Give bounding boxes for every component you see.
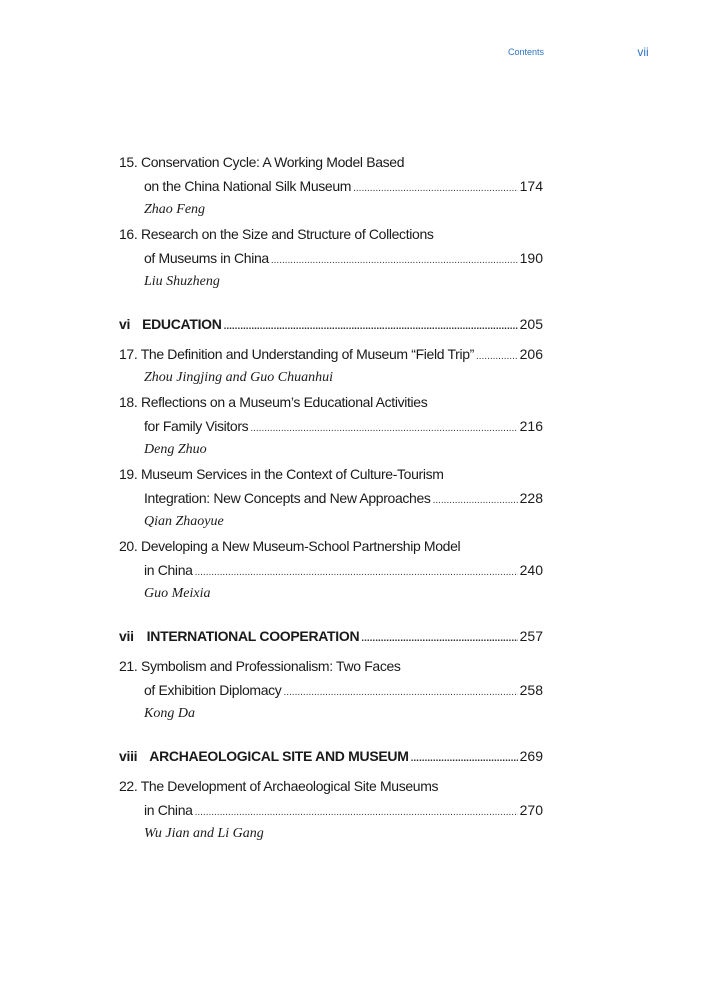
entry-title: 18. Reflections on a Museum’s Educational Activities xyxy=(119,394,428,410)
dot-leader xyxy=(195,561,518,585)
toc-entry-20[interactable] xyxy=(119,534,543,606)
dot-leader xyxy=(271,249,518,273)
entry-title: 17. The Definition and Understanding of Museum “Field Trip” xyxy=(119,346,474,362)
entry-author: Liu Shuzheng xyxy=(144,274,220,289)
dot-leader xyxy=(224,315,518,339)
entry-page: 216 xyxy=(519,418,543,434)
section-title: INTERNATIONAL COOPERATION xyxy=(146,628,360,644)
entry-leader-line xyxy=(119,798,543,822)
entry-title-cont: in China xyxy=(144,562,193,578)
section-heading xyxy=(119,624,359,648)
entry-leader-line xyxy=(119,414,543,438)
toc-section-vii[interactable] xyxy=(119,624,543,648)
entry-title: 20. Developing a New Museum-School Partnership Model xyxy=(119,538,461,554)
entry-page: 190 xyxy=(519,250,543,266)
entry-leader-line xyxy=(119,678,543,702)
entry-page: 258 xyxy=(519,682,543,698)
dot-leader xyxy=(411,747,518,771)
entry-page: 240 xyxy=(519,562,543,578)
toc-section-viii[interactable] xyxy=(119,744,543,768)
dot-leader xyxy=(353,177,518,201)
dot-leader xyxy=(195,801,518,825)
section-number: vii xyxy=(119,628,134,644)
dot-leader xyxy=(283,681,517,705)
entry-leader-line xyxy=(119,486,543,510)
section-heading xyxy=(119,744,409,768)
entry-leader-line xyxy=(119,246,543,270)
entry-author: Zhou Jingjing and Guo Chuanhui xyxy=(144,370,334,385)
section-page: 257 xyxy=(519,628,543,644)
entry-page: 228 xyxy=(519,490,543,506)
entry-title: 21. Symbolism and Professionalism: Two Faces xyxy=(119,658,401,674)
toc-entry-16[interactable] xyxy=(119,222,543,294)
entry-author: Guo Meixia xyxy=(144,586,211,601)
dot-leader xyxy=(476,345,518,369)
toc-entry-22[interactable] xyxy=(119,774,543,846)
section-page: 205 xyxy=(519,316,543,332)
entry-author: Qian Zhaoyue xyxy=(144,514,224,529)
entry-title-cont: on the China National Silk Museum xyxy=(144,178,352,194)
section-number: viii xyxy=(119,748,138,764)
entry-leader-line xyxy=(119,174,543,198)
entry-title-cont: of Museums in China xyxy=(144,250,269,266)
section-title: EDUCATION xyxy=(142,316,222,332)
toc-entry-17[interactable] xyxy=(119,342,543,390)
toc-entry-19[interactable] xyxy=(119,462,543,534)
toc-section-vi[interactable] xyxy=(119,312,543,336)
dot-leader xyxy=(433,489,518,513)
entry-title-cont: of Exhibition Diplomacy xyxy=(144,682,282,698)
toc-entry-21[interactable] xyxy=(119,654,543,726)
dot-leader xyxy=(250,417,517,441)
entry-title-cont: for Family Visitors xyxy=(144,418,249,434)
page-number: vii xyxy=(637,45,649,59)
entry-title: 16. Research on the Size and Structure of Collections xyxy=(119,226,434,242)
section-heading xyxy=(119,312,222,336)
section-title: ARCHAEOLOGICAL SITE AND MUSEUM xyxy=(149,748,409,764)
entry-author: Wu Jian and Li Gang xyxy=(144,826,264,841)
entry-title-cont: in China xyxy=(144,802,193,818)
toc-entry-18[interactable] xyxy=(119,390,543,462)
running-title: Contents xyxy=(507,47,545,57)
entry-author: Deng Zhuo xyxy=(144,442,207,457)
entry-title: 15. Conservation Cycle: A Working Model Based xyxy=(119,154,405,170)
toc-entry-15[interactable] xyxy=(119,150,543,222)
section-number: vi xyxy=(119,316,131,332)
entry-leader-line xyxy=(119,342,543,366)
entry-title: 22. The Development of Archaeological Site Museums xyxy=(119,778,439,794)
entry-page: 174 xyxy=(519,178,543,194)
dot-leader xyxy=(361,627,517,651)
entry-author: Kong Da xyxy=(144,706,195,721)
entry-title-cont: Integration: New Concepts and New Approaches xyxy=(144,490,431,506)
table-of-contents xyxy=(119,150,543,846)
entry-title: 19. Museum Services in the Context of Culture-Tourism xyxy=(119,466,444,482)
entry-page: 270 xyxy=(519,802,543,818)
entry-page: 206 xyxy=(519,346,543,362)
entry-author: Zhao Feng xyxy=(144,202,206,217)
entry-leader-line xyxy=(119,558,543,582)
section-page: 269 xyxy=(519,748,543,764)
